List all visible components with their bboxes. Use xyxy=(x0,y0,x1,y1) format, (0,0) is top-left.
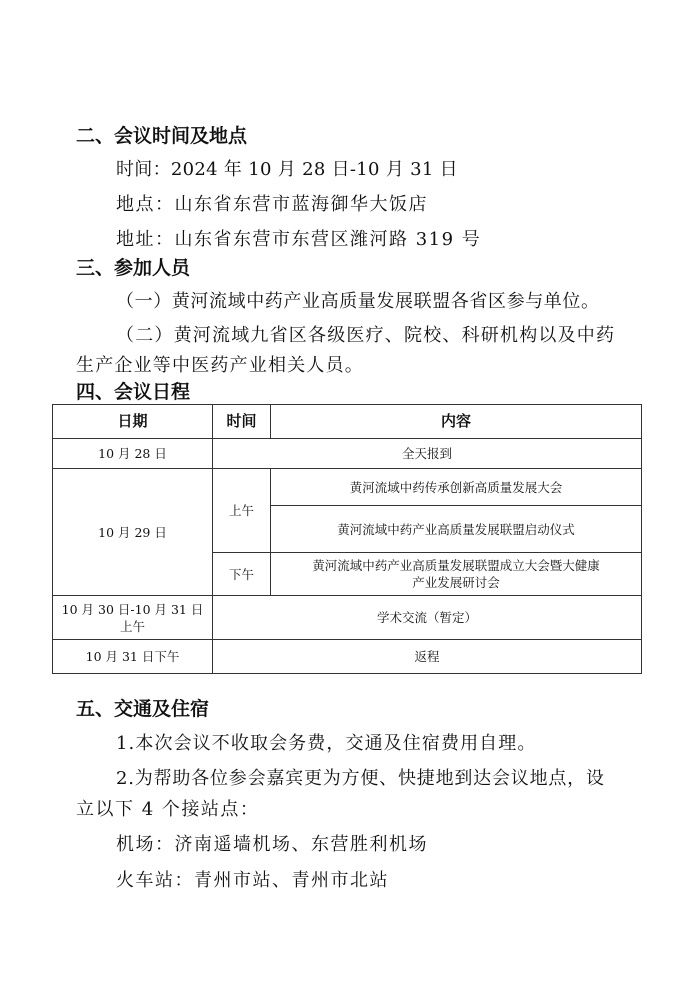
header-time: 时间 xyxy=(213,405,271,439)
meeting-time: 时间：2024 年 10 月 28 日-10 月 31 日 xyxy=(116,159,458,180)
participants-item-2-line-2: 生产企业等中医药产业相关人员。 xyxy=(76,355,364,376)
table-header-row xyxy=(53,405,642,439)
meeting-place: 地点：山东省东营市蓝海御华大饭店 xyxy=(116,194,428,215)
row-content: 返程 xyxy=(213,640,642,674)
transport-paragraph-2-line-2: 立以下 4 个接站点： xyxy=(76,799,260,820)
transport-paragraph-2-line-1: 2.为帮助各位参会嘉宾更为方便、快捷地到达会议地点，设 xyxy=(116,768,605,789)
transport-paragraph-1: 1.本次会议不收取会务费，交通及住宿费用自理。 xyxy=(116,733,537,754)
meeting-address: 地址：山东省东营市东营区潍河路 319 号 xyxy=(116,229,482,250)
row-date: 10 月 28 日 xyxy=(53,439,213,469)
row-date xyxy=(53,596,213,640)
header-content: 内容 xyxy=(271,405,642,439)
row-content: 黄河流域中药产业高质量发展联盟启动仪式 xyxy=(271,506,642,553)
row-date: 10 月 31 日下午 xyxy=(53,640,213,674)
row-date-line-2: 上午 xyxy=(119,618,145,634)
participants-item-2-line-1: （二）黄河流域九省区各级医疗、院校、科研机构以及中药 xyxy=(116,325,616,346)
row-content xyxy=(271,553,642,596)
row-content-line-2: 产业发展研讨会 xyxy=(412,575,500,590)
section-heading-transport: 五、交通及住宿 xyxy=(76,698,210,720)
row-content: 黄河流域中药传承创新高质量发展大会 xyxy=(271,469,642,506)
row-session-afternoon: 下午 xyxy=(213,553,271,596)
section-heading-participants: 三、参加人员 xyxy=(76,257,191,279)
section-heading-time-place: 二、会议时间及地点 xyxy=(76,125,248,147)
row-date-line-1: 10 月 30 日-10 月 31 日 xyxy=(61,601,204,617)
row-content: 全天报到 xyxy=(213,439,642,469)
row-date: 10 月 29 日 xyxy=(53,469,213,596)
schedule-table xyxy=(52,404,642,674)
header-date: 日期 xyxy=(53,405,213,439)
pickup-train-station: 火车站：青州市站、青州市北站 xyxy=(116,870,389,891)
table-row xyxy=(53,439,642,469)
row-content-line-1: 黄河流域中药产业高质量发展联盟成立大会暨大健康 xyxy=(312,558,600,573)
participants-item-1: （一）黄河流域中药产业高质量发展联盟各省区参与单位。 xyxy=(116,291,600,312)
table-row xyxy=(53,640,642,674)
table-row xyxy=(53,469,642,506)
table-row xyxy=(53,596,642,640)
pickup-airport: 机场：济南遥墙机场、东营胜利机场 xyxy=(116,834,428,855)
row-session-morning: 上午 xyxy=(213,469,271,553)
section-heading-schedule: 四、会议日程 xyxy=(76,381,191,403)
row-content: 学术交流（暂定） xyxy=(213,596,642,640)
